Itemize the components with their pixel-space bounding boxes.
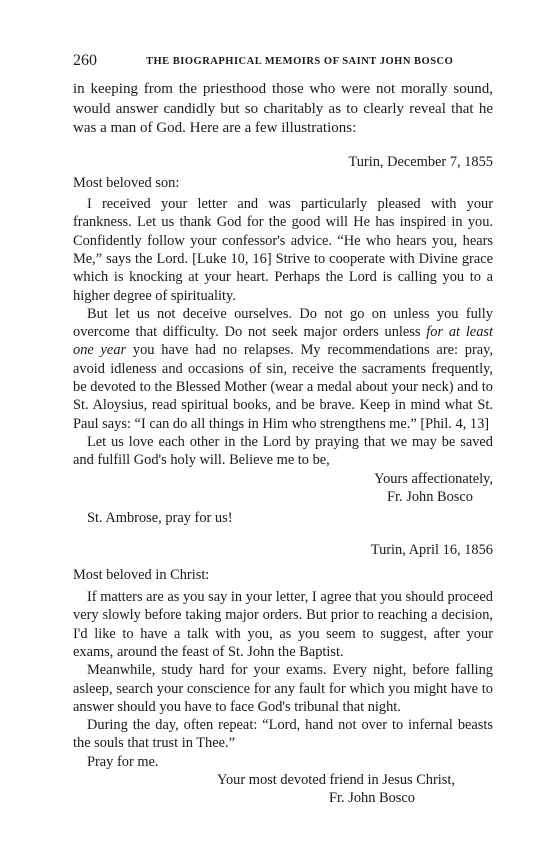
letter2-paragraph-2: Meanwhile, study hard for your exams. Every night, before falling asleep, search your conscience for any fault for which you might have to answer should you have to face God's tribunal that night. [73,662,493,715]
letter2-closing: Your most devoted friend in Jesus Christ, [217,772,455,788]
page-number: 260 [73,52,97,69]
letter2-paragraph-1: If matters are as you say in your letter, I agree that you should proceed very slowly before taking major orders. But prior to reaching a decision, I'd like to have a talk with you, as you seem to suggest, after your exams, around the feast of St. John the Baptist. [73,589,493,660]
page-header [73,52,493,74]
letter1-paragraph-1: I received your letter and was particularly pleased with your frankness. Let us thank God for the good will He has inspired in you. Confidently follow your confessor's advice. “He who hears you, hears Me,” says the Lord. [Luke 10, 16] Strive to cooperate with Divine grace which is knocking at your heart. Perhaps the Lord is calling you to a higher degree of spirituality. [73,196,493,304]
emphasis-text: for at least one year [73,324,493,359]
letter2-signature: Fr. John Bosco [329,790,415,807]
letter2-salutation: Most beloved in Christ: [73,566,210,583]
letter2-paragraph-3: During the day, often repeat: “Lord, hand not over to infernal beasts the souls that trust in Thee.” [73,717,493,752]
letter1-dateline: Turin, December 7, 1855 [348,153,493,170]
letter1-signature: Fr. John Bosco [387,488,473,505]
letter1-postscript: St. Ambrose, pray for us! [87,510,233,527]
page-body [73,80,493,808]
letter1-paragraph-2: But let us not deceive ourselves. Do not go on unless you fully overcome that difficulty. Do not seek major orders unless for at least one year you have had no relapses. My recommendations are: pray, avoid idleness and occasions of sin, receive the sacraments frequently, be devoted to the Blessed Mother (wear a medal about your neck) and to St. Aloysius, read spiritual books, and be brave. Keep in mind what St. Paul says: “I can do all things in Him who strengthens me.” [Phil. 4, 13] [73,305,493,432]
letter1-salutation: Most beloved son: [73,174,180,191]
letter1-closing: Yours affectionately, [374,470,493,487]
letter2-dateline: Turin, April 16, 1856 [370,542,493,559]
letter2-paragraph-4: Pray for me. [87,753,159,770]
intro-paragraph: in keeping from the priesthood those who were not morally sound, would answer candidly but so charitably as to clearly reveal that he was a man of God. Here are a few illustrations: [73,81,493,136]
running-title: THE BIOGRAPHICAL MEMOIRS OF SAINT JOHN BOSCO [146,56,454,67]
letter1-paragraph-3: Let us love each other in the Lord by praying that we may be saved and fulfill God's holy will. Believe me to be, [73,433,493,469]
